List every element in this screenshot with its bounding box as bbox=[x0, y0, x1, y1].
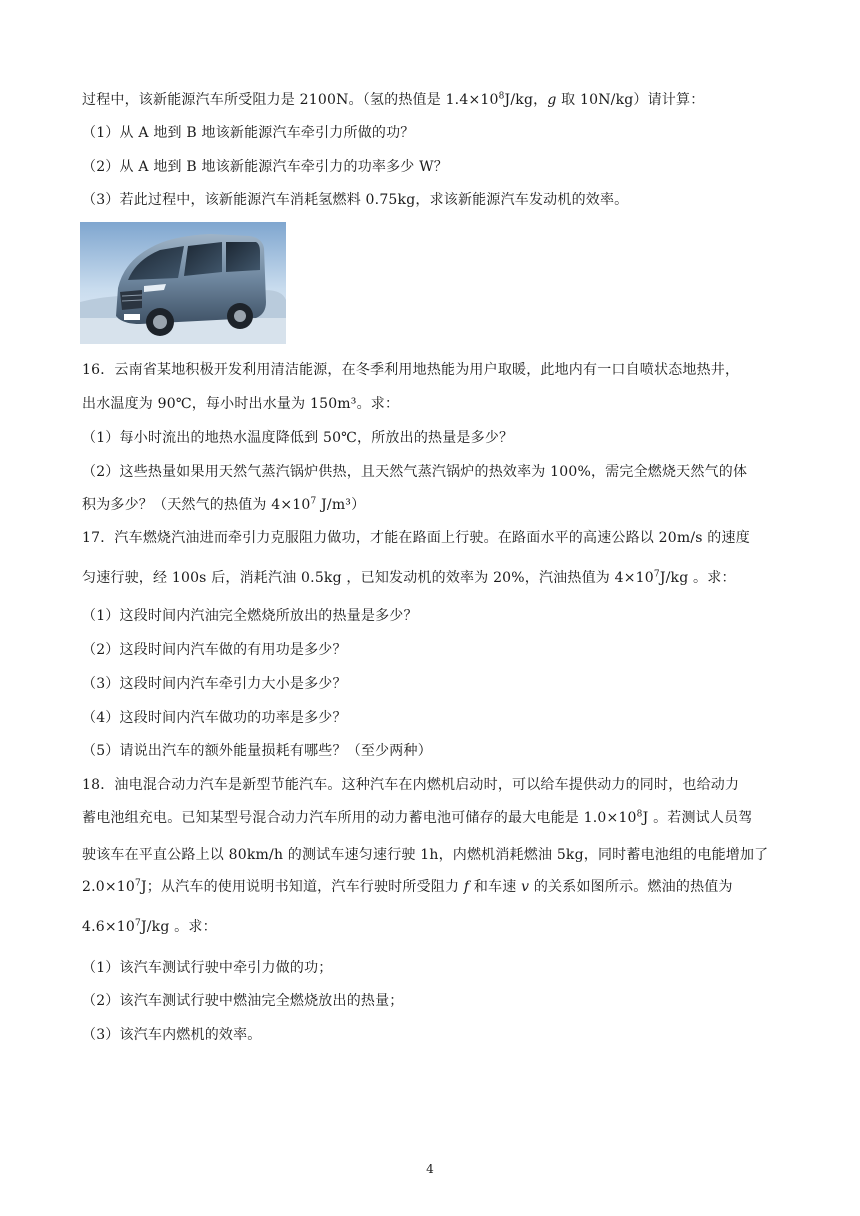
p18-l5-text-b: J/kg 。求： bbox=[140, 919, 217, 935]
p18-l2-text-a: 蓄电池组充电。已知某型号混合动力汽车所用的动力蓄电池可储存的最大电能是 1.0×10 bbox=[82, 810, 637, 826]
page-number: 4 bbox=[426, 1162, 434, 1176]
p17-text-a: 匀速行驶，经 100s 后，消耗汽油 0.5kg ，已知发动机的效率为 20%，汽油热值为 4×10 bbox=[82, 570, 654, 586]
p18-line-3: 驶该车在平直公路上以 80km/h 的测试车速匀速行驶 1h，内燃机消耗燃油 5kg，同时蓄电池组的电能增加了 bbox=[82, 847, 769, 863]
p16-q2-sup: 7 bbox=[310, 496, 317, 507]
p17-q5: （5）请说出汽车的额外能量损耗有哪些？（至少两种） bbox=[82, 743, 432, 759]
p18-q2: （2）该汽车测试行驶中燃油完全燃烧放出的热量； bbox=[82, 993, 404, 1009]
p18-l5-text-a: 4.6×10 bbox=[82, 919, 136, 935]
p18-l4-text-c: 和车速 bbox=[469, 879, 522, 895]
p17-line-2 bbox=[82, 568, 782, 588]
p18-l4-sup: 7 bbox=[135, 878, 141, 889]
intro-g: g bbox=[547, 92, 557, 108]
intro-text-c: 取 10N/kg）请计算： bbox=[556, 92, 705, 108]
p17-text-b: J/kg 。求： bbox=[659, 570, 736, 586]
p17-q4: （4）这段时间内汽车做功的功率是多少？ bbox=[82, 710, 347, 726]
p18-l4-v: v bbox=[521, 879, 530, 895]
p18-l4-f: f bbox=[463, 879, 470, 895]
q15-1: （1）从 A 地到 B 地该新能源汽车牵引力所做的功？ bbox=[82, 125, 415, 141]
p18-line-4 bbox=[82, 877, 782, 897]
p18-l4-text-a: 2.0×10 bbox=[82, 879, 136, 895]
p18-line-5 bbox=[82, 917, 782, 937]
p18-l4-text-d: 的关系如图所示。燃油的热值为 bbox=[529, 879, 733, 895]
p17-line-1: 17．汽车燃烧汽油进而牵引力克服阻力做功，才能在路面上行驶。在路面水平的高速公路以 20m/s 的速度 bbox=[82, 530, 750, 546]
p16-q2-line-1: （2）这些热量如果用天然气蒸汽锅炉供热，且天然气蒸汽锅炉的热效率为 100%，需完全燃烧天然气的体 bbox=[82, 464, 748, 480]
p18-q1: （1）该汽车测试行驶中牵引力做的功； bbox=[82, 960, 333, 976]
p16-q2-text-b: J/m³） bbox=[316, 497, 366, 513]
intro-text-a: 过程中，该新能源汽车所受阻力是 2100N。（氢的热值是 1.4×10 bbox=[82, 92, 499, 108]
car-photo bbox=[80, 222, 286, 344]
p16-q2-line-2 bbox=[82, 495, 782, 515]
p16-q1: （1）每小时流出的地热水温度降低到 50℃，所放出的热量是多少？ bbox=[82, 430, 514, 446]
p17-q1: （1）这段时间内汽油完全燃烧所放出的热量是多少？ bbox=[82, 608, 418, 624]
p18-l2-sup: 8 bbox=[636, 809, 643, 820]
p18-l5-sup: 7 bbox=[135, 918, 141, 929]
mpv-car-image bbox=[80, 222, 286, 344]
q15-2: （2）从 A 地到 B 地该新能源汽车牵引力的功率多少 W？ bbox=[82, 159, 448, 175]
intro-text-b: J/kg， bbox=[504, 92, 548, 108]
intro-line-1 bbox=[82, 90, 782, 110]
p18-q3: （3）该汽车内燃机的效率。 bbox=[82, 1027, 262, 1043]
p16-line-1: 16．云南省某地积极开发利用清洁能源，在冬季利用地热能为用户取暖，此地内有一口自喷状态地热井， bbox=[82, 362, 740, 378]
q15-3: （3）若此过程中，该新能源汽车消耗氢燃料 0.75kg，求该新能源汽车发动机的效率。 bbox=[82, 192, 629, 208]
p17-q2: （2）这段时间内汽车做的有用功是多少？ bbox=[82, 642, 347, 658]
p16-q2-text-a: 积为多少？（天然气的热值为 4×10 bbox=[82, 497, 311, 513]
p18-l4-text-b: J；从汽车的使用说明书知道，汽车行驶时所受阻力 bbox=[140, 879, 464, 895]
p16-line-2: 出水温度为 90℃，每小时出水量为 150m³。求： bbox=[82, 396, 400, 412]
p18-line-1: 18．油电混合动力汽车是新型节能汽车。这种汽车在内燃机启动时，可以给车提供动力的同时，也给动力 bbox=[82, 777, 740, 793]
p18-line-2 bbox=[82, 808, 782, 828]
p18-l2-text-b: J 。若测试人员驾 bbox=[642, 810, 753, 826]
p17-sup: 7 bbox=[653, 569, 660, 580]
intro-sup: 8 bbox=[498, 91, 505, 102]
p17-q3: （3）这段时间内汽车牵引力大小是多少？ bbox=[82, 676, 347, 692]
